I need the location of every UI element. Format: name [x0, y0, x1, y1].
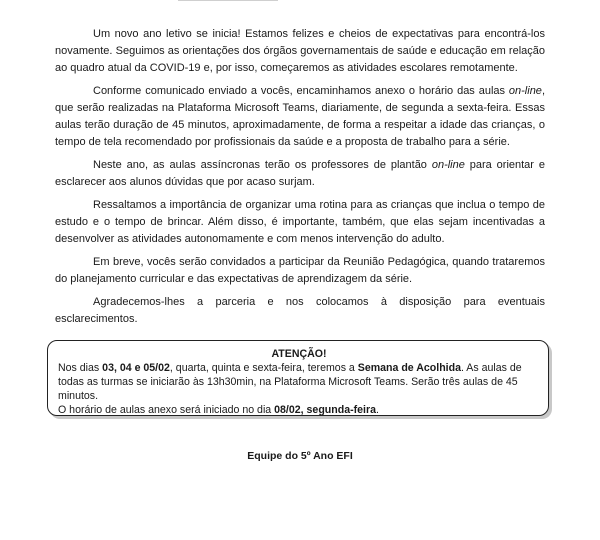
paragraph-schedule: Conforme comunicado enviado a vocês, encaminhamos anexo o horário das aulas on-line, que serão realizadas na Plataforma Microsoft Teams, diariamente, de segunda a sexta-feira. Essas aulas terão duração de 45 minutos, aproximadamente, de forma a respeitar a idade das crianças, o tempo de tela recomendado por profissionais da saúde e a proposta de trabalho para a série.	[55, 85, 545, 148]
paragraph-meeting: Em breve, vocês serão convidados a participar da Reunião Pedagógica, quando trataremos do planejamento curricular e das expectativas de aprendizagem da série.	[55, 256, 545, 285]
paragraph-routine: Ressaltamos a importância de organizar uma rotina para as crianças que inclua o tempo de estudo e o tempo de brincar. Além disso, é importante, também, que elas sejam incentivadas a desenvolver as atividades autonomamente e com menos intervenção do adulto.	[55, 199, 545, 245]
attention-welcome-week: Nos dias 03, 04 e 05/02, quarta, quinta e sexta-feira, teremos a Semana de Acolhida. As aulas de todas as turmas se iniciarão às 13h30min, na Plataforma Microsoft Teams. Serão três aulas de 45 minutos.	[58, 362, 522, 402]
paragraph-thanks: Agradecemos-lhes a parceria e nos colocamos à disposição para eventuais esclarecimentos.	[55, 296, 545, 325]
attention-schedule-start: O horário de aulas anexo será iniciado no dia 08/02, segunda-feira.	[58, 404, 379, 416]
paragraph-async-classes: Neste ano, as aulas assíncronas terão os professores de plantão on-line para orientar e esclarecer aos alunos dúvidas que por acaso surjam.	[55, 159, 545, 188]
attention-title: ATENÇÃO!	[271, 348, 327, 360]
attention-box	[47, 340, 549, 416]
paragraph-intro: Um novo ano letivo se inicia! Estamos felizes e cheios de expectativas para encontrá-los novamente. Seguimos as orientações dos órgãos governamentais de saúde e educação em relação ao quadro atual da COVID-19 e, por isso, começaremos as atividades escolares remotamente.	[55, 28, 545, 74]
signature: Equipe do 5º Ano EFI	[247, 450, 353, 462]
letter-body	[55, 26, 545, 334]
top-divider	[178, 0, 278, 1]
